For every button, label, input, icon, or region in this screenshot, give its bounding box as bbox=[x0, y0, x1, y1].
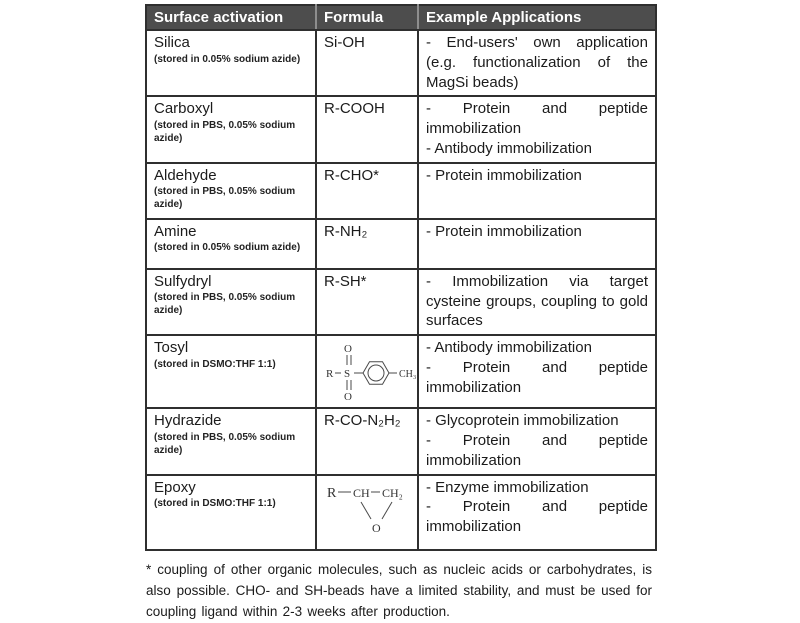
formula-cell bbox=[316, 408, 418, 474]
applications-cell bbox=[418, 335, 656, 408]
application-item: - Protein immobilization bbox=[426, 222, 582, 240]
formula-cell bbox=[316, 219, 418, 269]
table-row-tosyl bbox=[146, 335, 656, 408]
storage-note: (stored in DSMO:THF 1:1) bbox=[154, 498, 276, 510]
application-item: - Protein and peptide immobilization bbox=[426, 498, 648, 536]
formula-text: Si-OH bbox=[324, 34, 365, 51]
storage-note: (stored in 0.05% sodium azide) bbox=[154, 53, 301, 65]
table-row-silica bbox=[146, 30, 656, 96]
formula-cell bbox=[316, 475, 418, 550]
surface-cell bbox=[146, 475, 316, 550]
application-item: - Glycoprotein immobilization bbox=[426, 412, 619, 430]
table-row-carboxyl bbox=[146, 96, 656, 162]
header-surface-activation: Surface activation bbox=[146, 5, 316, 30]
header-formula: Formula bbox=[316, 5, 418, 30]
surface-cell bbox=[146, 219, 316, 269]
applications-cell bbox=[418, 96, 656, 162]
formula-text: R-COOH bbox=[324, 100, 385, 118]
svg-text:S: S bbox=[344, 368, 351, 381]
storage-note: (stored in PBS, 0.05% sodium azide) bbox=[154, 431, 296, 456]
applications-cell bbox=[418, 219, 656, 269]
svg-text:CH₂: CH₂ bbox=[382, 485, 403, 500]
table-row-epoxy bbox=[146, 475, 656, 550]
svg-text:R: R bbox=[327, 485, 337, 501]
svg-text:CH₃: CH₃ bbox=[399, 369, 417, 381]
surface-cell bbox=[146, 335, 316, 408]
formula-text: R-NH₂ bbox=[324, 222, 368, 240]
formula-text: R-CHO* bbox=[324, 166, 379, 184]
svg-text:O: O bbox=[372, 520, 381, 535]
formula-text: R-CO-N₂H₂ bbox=[324, 412, 401, 430]
svg-text:R: R bbox=[326, 368, 334, 381]
table-row-amine bbox=[146, 219, 656, 269]
application-item: - Protein and peptide immobilization bbox=[426, 358, 648, 396]
surface-cell bbox=[146, 163, 316, 219]
surface-name: Amine bbox=[154, 222, 197, 240]
application-item: - End-users' own application (e.g. functionalization of the MagSi beads) bbox=[426, 34, 648, 91]
applications-cell bbox=[418, 408, 656, 474]
header-example-applications: Example Applications bbox=[418, 5, 656, 30]
page bbox=[0, 4, 800, 620]
application-item: - Antibody immobilization bbox=[426, 139, 592, 157]
applications-cell bbox=[418, 475, 656, 550]
applications-cell bbox=[418, 30, 656, 96]
application-item: - Protein and peptide immobilization bbox=[426, 431, 648, 469]
applications-cell bbox=[418, 269, 656, 335]
svg-text:O: O bbox=[344, 343, 352, 356]
formula-cell bbox=[316, 30, 418, 96]
surface-name: Epoxy bbox=[154, 478, 196, 496]
application-item: - Protein immobilization bbox=[426, 166, 582, 184]
epoxy-structure-formula bbox=[324, 479, 418, 539]
surface-activation-table bbox=[145, 4, 657, 551]
footnote: * coupling of other organic molecules, such as nucleic acids or carbohydrates, is also possible. CHO- and SH-beads have a limited stability, and must be used for coupling ligand within 2-3 weeks after production. bbox=[146, 561, 652, 620]
formula-cell bbox=[316, 163, 418, 219]
application-item: - Enzyme immobilization bbox=[426, 478, 589, 496]
table-row-aldehyde bbox=[146, 163, 656, 219]
surface-cell bbox=[146, 408, 316, 474]
surface-name: Silica bbox=[154, 34, 190, 51]
header-row bbox=[146, 5, 656, 30]
formula-text: R-SH* bbox=[324, 272, 367, 290]
svg-text:CH: CH bbox=[353, 485, 370, 500]
surface-name: Hydrazide bbox=[154, 412, 222, 430]
applications-cell bbox=[418, 163, 656, 219]
table-row-hydrazide bbox=[146, 408, 656, 474]
surface-cell bbox=[146, 96, 316, 162]
formula-cell bbox=[316, 335, 418, 408]
formula-cell bbox=[316, 96, 418, 162]
svg-text:O: O bbox=[344, 391, 352, 404]
storage-note: (stored in DSMO:THF 1:1) bbox=[154, 358, 276, 370]
formula-cell bbox=[316, 269, 418, 335]
storage-note: (stored in PBS, 0.05% sodium azide) bbox=[154, 292, 296, 317]
storage-note: (stored in PBS, 0.05% sodium azide) bbox=[154, 186, 296, 211]
surface-cell bbox=[146, 30, 316, 96]
surface-name: Tosyl bbox=[154, 339, 189, 357]
tosyl-structure-formula bbox=[324, 339, 418, 403]
application-item: - Immobilization via target cysteine groups, coupling to gold surfaces bbox=[426, 272, 648, 330]
storage-note: (stored in 0.05% sodium azide) bbox=[154, 242, 301, 254]
storage-note: (stored in PBS, 0.05% sodium azide) bbox=[154, 119, 296, 144]
application-item: - Antibody immobilization bbox=[426, 339, 592, 357]
surface-name: Aldehyde bbox=[154, 166, 217, 184]
table-row-sulfydryl bbox=[146, 269, 656, 335]
surface-name: Carboxyl bbox=[154, 100, 214, 118]
surface-cell bbox=[146, 269, 316, 335]
surface-name: Sulfydryl bbox=[154, 272, 212, 290]
application-item: - Protein and peptide immobilization bbox=[426, 100, 648, 138]
